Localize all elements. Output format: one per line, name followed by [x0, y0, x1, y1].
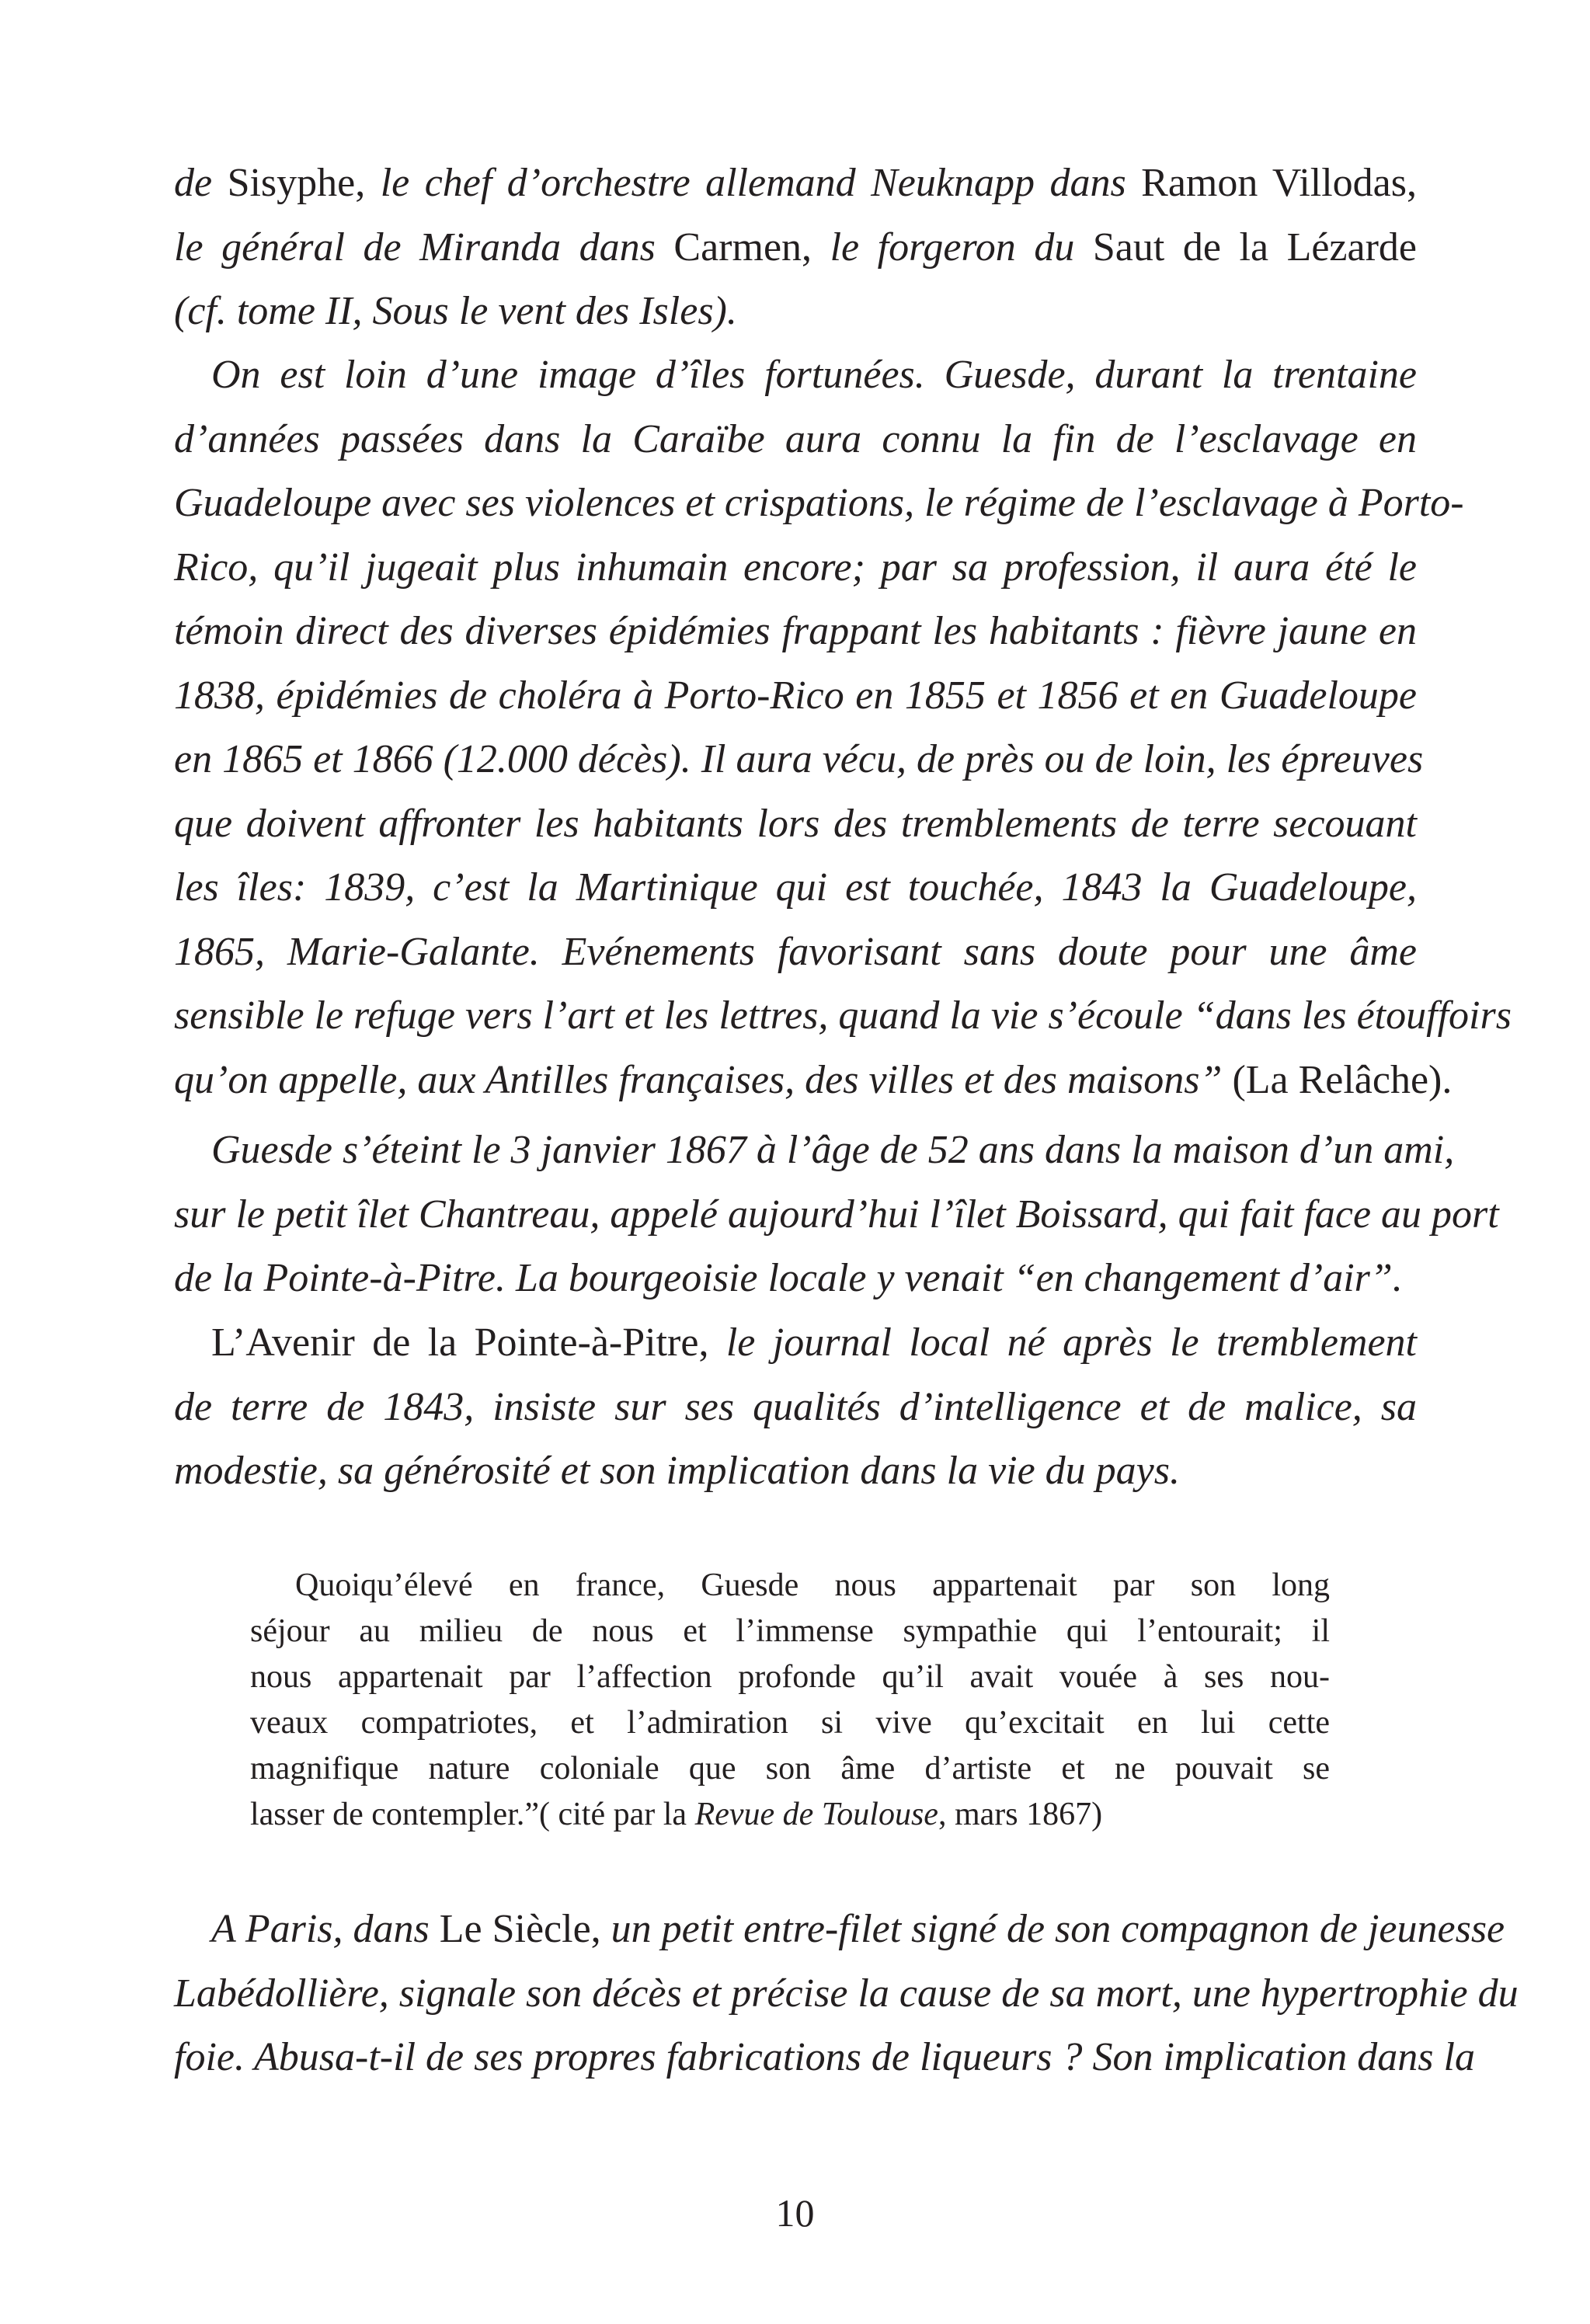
paragraph-paris: [174, 1898, 1519, 2090]
text-line: qu’on appelle, aux Antilles françaises, des villes et des maisons” (La Relâche).: [174, 1057, 1453, 1102]
text-line: foie. Abusa-t-il de ses propres fabrications de liqueurs ? Son implication dans la: [174, 2035, 1475, 2079]
paragraph-continuation: [174, 151, 1417, 344]
quote-line: séjour au milieu de nous et l’immense sympathie qui l’entourait; il: [250, 1613, 1330, 1649]
text-run: Saut de la Lézarde: [1092, 224, 1417, 270]
text-line: Labédollière, signale son décès et précise la cause de sa mort, une hypertrophie du: [174, 1971, 1519, 2016]
text-line: L’Avenir de la Pointe-à-Pitre, le journal local né après le tremblement: [211, 1320, 1417, 1365]
quote-line: Quoiqu’élevé en france, Guesde nous appartenait par son long: [295, 1567, 1330, 1603]
text-line: Guesde s’éteint le 3 janvier 1867 à l’âge de 52 ans dans la maison d’un ami,: [211, 1128, 1455, 1172]
text-run: le chef d’orchestre allemand Neuknapp dans: [365, 161, 1142, 205]
text-line: de terre de 1843, insiste sur ses qualités d’intelligence et de malice, sa: [174, 1384, 1417, 1429]
quote-source-title: Revue de Toulouse: [694, 1797, 938, 1832]
text-run: le forgeron du: [812, 224, 1093, 270]
text-line: les îles: 1839, c’est la Martinique qui est touchée, 1843 la Guadeloupe,: [174, 865, 1417, 910]
text-line: Rico, qu’il jugeait plus inhumain encore; par sa profession, il aura été le: [174, 544, 1417, 590]
text-line: A Paris, dans Le Siècle, un petit entre-filet signé de son compagnon de jeunesse: [211, 1907, 1505, 1951]
text-line: témoin direct des diverses épidémies frappant les habitants : fièvre jaune en: [174, 609, 1417, 653]
quote-line: lasser de contempler.”( cité par la Revue de Toulouse, mars 1867): [250, 1797, 1103, 1832]
block-quote: [250, 1563, 1330, 1838]
text-line: d’années passées dans la Caraïbe aura connu la fin de l’esclavage en: [174, 416, 1417, 461]
quote-line: veaux compatriotes, et l’admiration si vive qu’excitait en lui cette: [250, 1705, 1330, 1741]
text-line: modestie, sa générosité et son implication dans la vie du pays.: [174, 1449, 1180, 1493]
quote-line: nous appartenait par l’affection profonde qu’il avait vouée à ses nou-: [250, 1659, 1330, 1695]
text-line: que doivent affronter les habitants lors des tremblements de terre secouant: [174, 801, 1417, 846]
page-number: 10: [775, 2191, 815, 2235]
text-run: le général de Miranda dans: [174, 224, 674, 270]
text-run: de: [174, 161, 213, 205]
text-run: (cf. tome II, Sous le vent des Isles).: [174, 289, 737, 333]
text-line: [174, 216, 1417, 280]
text-line: On est loin d’une image d’îles fortunées. Guesde, durant la trentaine: [211, 353, 1417, 397]
text-line: 1838, épidémies de choléra à Porto-Rico en 1855 et 1856 et en Guadeloupe: [174, 673, 1417, 718]
paragraph-islands: [174, 343, 1512, 1112]
text-line: sensible le refuge vers l’art et les lettres, quand la vie s’écoule “dans les étouffoirs: [174, 993, 1512, 1038]
text-run: Carmen,: [673, 224, 812, 270]
text-line: Guadeloupe avec ses violences et crispations, le régime de l’esclavage à Porto-: [174, 481, 1464, 525]
text-line: sur le petit îlet Chantreau, appelé aujourd’hui l’îlet Boissard, qui fait face au port: [174, 1192, 1499, 1237]
paragraph-death: [174, 1119, 1499, 1311]
text-line: [174, 280, 1417, 344]
text-line: 1865, Marie-Galante. Evénements favorisant sans doute pour une âme: [174, 929, 1417, 974]
text-line: en 1865 et 1866 (12.000 décès). Il aura vécu, de près ou de loin, les épreuves: [174, 737, 1424, 781]
text-run: Sisyphe,: [212, 161, 366, 205]
text-line: [174, 151, 1417, 216]
quote-line: magnifique nature coloniale que son âme d’artiste et ne pouvait se: [250, 1751, 1330, 1786]
text-run: Ramon Villodas,: [1141, 161, 1417, 205]
paragraph-avenir: [174, 1311, 1417, 1504]
text-line: de la Pointe-à-Pitre. La bourgeoisie locale y venait “en changement d’air”.: [174, 1256, 1403, 1300]
